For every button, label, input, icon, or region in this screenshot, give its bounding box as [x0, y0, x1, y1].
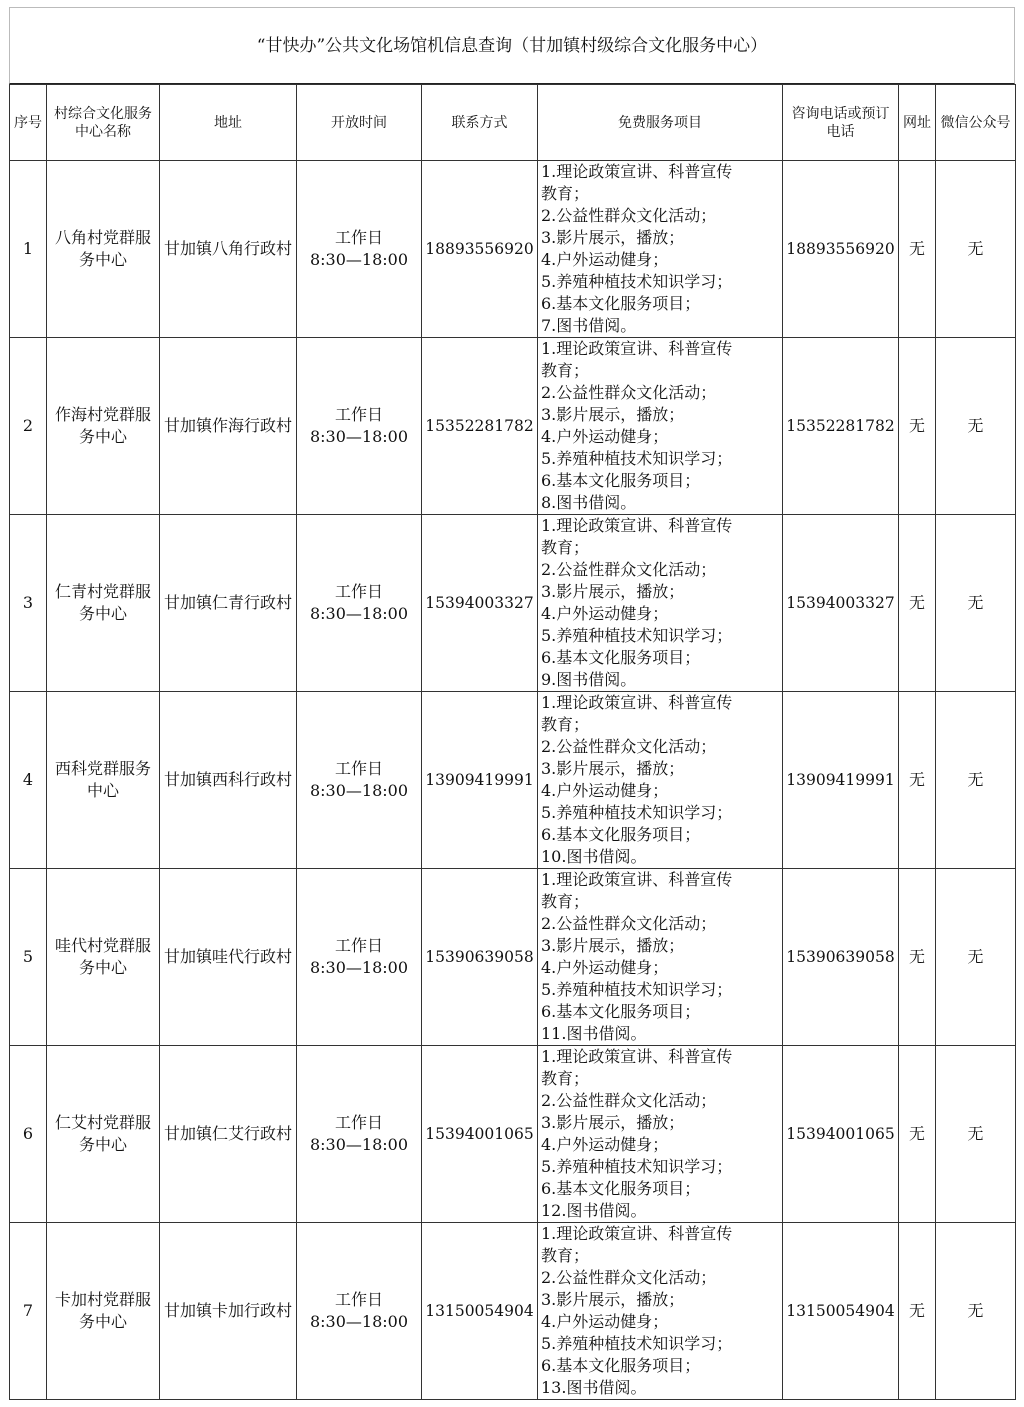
service-item: 3.影片展示，播放；	[541, 759, 685, 778]
website: 无	[899, 869, 936, 1046]
service-item: 6.基本文化服务项目；	[541, 294, 701, 313]
header-hours: 开放时间	[297, 85, 422, 161]
wechat-account: 无	[936, 1223, 1016, 1400]
service-item: 2.公益性群众文化活动；	[541, 383, 717, 402]
service-item: 3.影片展示，播放；	[541, 228, 685, 247]
hours-label: 工作日	[334, 228, 383, 247]
free-services	[538, 869, 783, 1046]
website: 无	[899, 692, 936, 869]
consult-phone: 15394001065	[783, 1046, 899, 1223]
center-name: 仁青村党群服务中心	[47, 515, 160, 692]
service-item: 3.影片展示，播放；	[541, 1113, 685, 1132]
venue-table	[9, 84, 1016, 1400]
free-services	[538, 1223, 783, 1400]
consult-phone: 13909419991	[783, 692, 899, 869]
service-item: 3.影片展示，播放；	[541, 936, 685, 955]
header-no: 序号	[10, 85, 47, 161]
free-services	[538, 338, 783, 515]
consult-phone: 15394003327	[783, 515, 899, 692]
row-number: 1	[10, 161, 47, 338]
opening-hours	[297, 338, 422, 515]
free-services	[538, 161, 783, 338]
service-item: 5.养殖种植技术知识学习；	[541, 272, 733, 291]
header-contact: 联系方式	[422, 85, 538, 161]
hours-time: 8:30—18:00	[309, 958, 409, 977]
table-row	[10, 869, 1016, 1046]
row-number: 7	[10, 1223, 47, 1400]
website: 无	[899, 515, 936, 692]
wechat-account: 无	[936, 338, 1016, 515]
service-item: 4.户外运动健身；	[541, 427, 669, 446]
center-name: 卡加村党群服务中心	[47, 1223, 160, 1400]
consult-phone: 18893556920	[783, 161, 899, 338]
address: 甘加镇仁艾行政村	[160, 1046, 297, 1223]
service-item: 教育；	[541, 1246, 590, 1265]
header-address: 地址	[160, 85, 297, 161]
service-item: 2.公益性群众文化活动；	[541, 914, 717, 933]
service-item: 4.户外运动健身；	[541, 1135, 669, 1154]
table-row	[10, 338, 1016, 515]
service-item: 4.户外运动健身；	[541, 958, 669, 977]
opening-hours	[297, 692, 422, 869]
info-sheet	[9, 7, 1015, 1400]
wechat-account: 无	[936, 515, 1016, 692]
table-row	[10, 161, 1016, 338]
opening-hours	[297, 869, 422, 1046]
hours-time: 8:30—18:00	[309, 1312, 409, 1331]
service-item: 1.理论政策宣讲、科普宣传	[541, 870, 733, 889]
service-item: 教育；	[541, 361, 590, 380]
row-number: 3	[10, 515, 47, 692]
hours-label: 工作日	[334, 582, 383, 601]
service-item: 3.影片展示，播放；	[541, 405, 685, 424]
website: 无	[899, 338, 936, 515]
center-name: 西科党群服务中心	[47, 692, 160, 869]
service-item: 5.养殖种植技术知识学习；	[541, 1334, 733, 1353]
service-item: 教育；	[541, 538, 590, 557]
service-item: 1.理论政策宣讲、科普宣传	[541, 339, 733, 358]
hours-time: 8:30—18:00	[309, 1135, 409, 1154]
service-item: 教育；	[541, 892, 590, 911]
service-item: 5.养殖种植技术知识学习；	[541, 449, 733, 468]
website: 无	[899, 1046, 936, 1223]
address: 甘加镇卡加行政村	[160, 1223, 297, 1400]
consult-phone: 15390639058	[783, 869, 899, 1046]
service-item: 教育；	[541, 184, 590, 203]
service-item: 6.基本文化服务项目；	[541, 1179, 701, 1198]
service-item: 4.户外运动健身；	[541, 604, 669, 623]
service-item: 6.基本文化服务项目；	[541, 471, 701, 490]
service-item: 13.图书借阅。	[541, 1378, 647, 1397]
contact-phone: 13150054904	[422, 1223, 538, 1400]
service-item: 3.影片展示，播放；	[541, 1290, 685, 1309]
service-item: 6.基本文化服务项目；	[541, 1356, 701, 1375]
header-website: 网址	[899, 85, 936, 161]
service-item: 6.基本文化服务项目；	[541, 648, 701, 667]
wechat-account: 无	[936, 869, 1016, 1046]
row-number: 6	[10, 1046, 47, 1223]
header-name: 村综合文化服务中心名称	[47, 85, 160, 161]
header-wechat: 微信公众号	[936, 85, 1016, 161]
service-item: 1.理论政策宣讲、科普宣传	[541, 516, 733, 535]
service-item: 6.基本文化服务项目；	[541, 825, 701, 844]
service-item: 1.理论政策宣讲、科普宣传	[541, 693, 733, 712]
service-item: 12.图书借阅。	[541, 1201, 647, 1220]
table-row	[10, 1046, 1016, 1223]
wechat-account: 无	[936, 692, 1016, 869]
service-item: 2.公益性群众文化活动；	[541, 560, 717, 579]
center-name: 哇代村党群服务中心	[47, 869, 160, 1046]
free-services	[538, 515, 783, 692]
service-item: 4.户外运动健身；	[541, 781, 669, 800]
address: 甘加镇仁青行政村	[160, 515, 297, 692]
row-number: 5	[10, 869, 47, 1046]
hours-label: 工作日	[334, 1290, 383, 1309]
service-item: 5.养殖种植技术知识学习；	[541, 803, 733, 822]
service-item: 7.图书借阅。	[541, 316, 637, 335]
service-item: 10.图书借阅。	[541, 847, 647, 866]
service-item: 4.户外运动健身；	[541, 1312, 669, 1331]
opening-hours	[297, 161, 422, 338]
address: 甘加镇作海行政村	[160, 338, 297, 515]
service-item: 1.理论政策宣讲、科普宣传	[541, 162, 733, 181]
contact-phone: 15352281782	[422, 338, 538, 515]
table-row	[10, 1223, 1016, 1400]
service-item: 3.影片展示，播放；	[541, 582, 685, 601]
row-number: 2	[10, 338, 47, 515]
address: 甘加镇八角行政村	[160, 161, 297, 338]
service-item: 8.图书借阅。	[541, 493, 637, 512]
service-item: 6.基本文化服务项目；	[541, 1002, 701, 1021]
hours-label: 工作日	[334, 1113, 383, 1132]
wechat-account: 无	[936, 1046, 1016, 1223]
center-name: 作海村党群服务中心	[47, 338, 160, 515]
contact-phone: 15394003327	[422, 515, 538, 692]
hours-time: 8:30—18:00	[309, 427, 409, 446]
contact-phone: 13909419991	[422, 692, 538, 869]
header-services: 免费服务项目	[538, 85, 783, 161]
header-consult: 咨询电话或预订电话	[783, 85, 899, 161]
opening-hours	[297, 1046, 422, 1223]
service-item: 5.养殖种植技术知识学习；	[541, 980, 733, 999]
website: 无	[899, 1223, 936, 1400]
contact-phone: 15394001065	[422, 1046, 538, 1223]
row-number: 4	[10, 692, 47, 869]
service-item: 11.图书借阅。	[541, 1024, 647, 1043]
contact-phone: 18893556920	[422, 161, 538, 338]
hours-time: 8:30—18:00	[309, 781, 409, 800]
service-item: 5.养殖种植技术知识学习；	[541, 1157, 733, 1176]
opening-hours	[297, 1223, 422, 1400]
service-item: 教育；	[541, 1069, 590, 1088]
contact-phone: 15390639058	[422, 869, 538, 1046]
consult-phone: 13150054904	[783, 1223, 899, 1400]
service-item: 1.理论政策宣讲、科普宣传	[541, 1047, 733, 1066]
hours-label: 工作日	[334, 405, 383, 424]
address: 甘加镇哇代行政村	[160, 869, 297, 1046]
hours-time: 8:30—18:00	[309, 604, 409, 623]
hours-label: 工作日	[334, 936, 383, 955]
service-item: 5.养殖种植技术知识学习；	[541, 626, 733, 645]
service-item: 9.图书借阅。	[541, 670, 637, 689]
service-item: 4.户外运动健身；	[541, 250, 669, 269]
opening-hours	[297, 515, 422, 692]
center-name: 八角村党群服务中心	[47, 161, 160, 338]
consult-phone: 15352281782	[783, 338, 899, 515]
table-row	[10, 515, 1016, 692]
address: 甘加镇西科行政村	[160, 692, 297, 869]
center-name: 仁艾村党群服务中心	[47, 1046, 160, 1223]
service-item: 2.公益性群众文化活动；	[541, 737, 717, 756]
service-item: 2.公益性群众文化活动；	[541, 206, 717, 225]
service-item: 教育；	[541, 715, 590, 734]
service-item: 1.理论政策宣讲、科普宣传	[541, 1224, 733, 1243]
website: 无	[899, 161, 936, 338]
wechat-account: 无	[936, 161, 1016, 338]
table-row	[10, 692, 1016, 869]
free-services	[538, 692, 783, 869]
service-item: 2.公益性群众文化活动；	[541, 1091, 717, 1110]
page-title: “甘快办”公共文化场馆机信息查询（甘加镇村级综合文化服务中心）	[9, 7, 1015, 84]
hours-label: 工作日	[334, 759, 383, 778]
free-services	[538, 1046, 783, 1223]
service-item: 2.公益性群众文化活动；	[541, 1268, 717, 1287]
hours-time: 8:30—18:00	[309, 250, 409, 269]
table-header-row	[10, 85, 1016, 161]
